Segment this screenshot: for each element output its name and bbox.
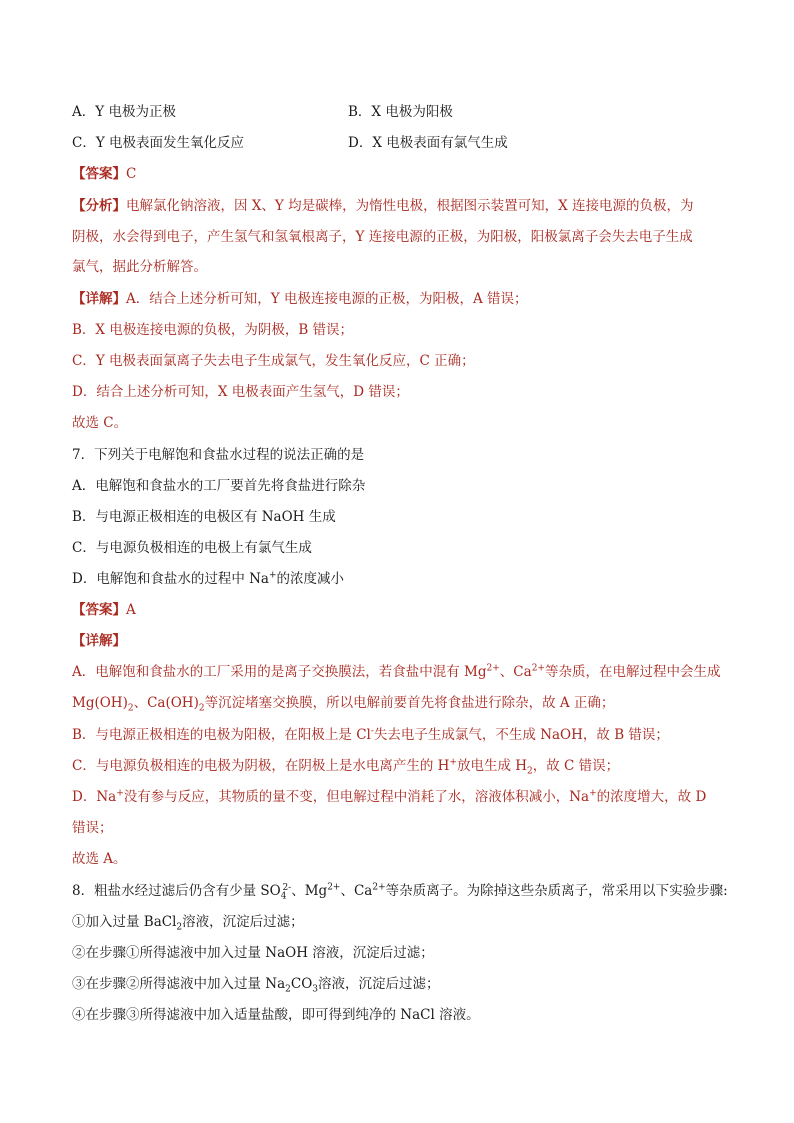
q6-option-c: C．Y 电极表面发生氧化反应 [72,135,245,151]
text: B．与电源正极相连的电极为阳极，在阳极上是 Cl [72,727,371,743]
q7-detail-c [72,756,619,776]
superscript: 2- [282,882,292,893]
text: ③在步骤②所得滤液中加入过量 Na [72,976,286,992]
analysis-tag: 【分析】 [72,198,126,214]
text: 放电生成 H [456,758,528,774]
superscript: 2+ [531,663,545,674]
answer-value: C [126,166,137,182]
q6-conclusion: 故选 C。 [72,415,128,431]
q8-step-3 [72,974,440,994]
superscript: 2+ [327,882,341,893]
q7-stem: 7．下列关于电解饱和食盐水过程的说法正确的是 [72,447,365,463]
q6-detail-d: D．结合上述分析可知，X 电极表面产生氢气，D 错误； [72,384,409,400]
q7-conclusion: 故选 A。 [72,851,127,867]
text: 、Ca [499,664,532,680]
subscript: 2 [176,922,183,933]
text: Mg(OH) [72,695,128,711]
text: 的浓度增大，故 D [596,789,707,805]
answer-tag: 【答案】 [72,602,126,618]
subscript: 2 [198,703,205,714]
subscript: 2 [285,984,291,995]
subscript: 3 [312,984,319,995]
q8-step-4: ④在步骤③所得滤液中加入适量盐酸，即可得到纯净的 NaCl 溶液。 [72,1007,480,1023]
q7-detail-d-line-2: 错误； [72,820,113,836]
q7-detail-tag [72,631,126,651]
q6-detail-c: C．Y 电极表面氯离子失去电子生成氯气，发生氧化反应，C 正确； [72,353,475,369]
text: 溶液，沉淀后过滤； [318,976,440,992]
text: 8．粗盐水经过滤后仍含有少量 SO [72,883,281,899]
text: C．与电源负极相连的电极为阴极，在阴极上是水电离产生的 H [72,758,450,774]
analysis-text: 电解氯化钠溶液，因 X、Y 均是碳棒，为惰性电极，根据图示装置可知，X 连接电源的负极，为 [126,198,694,214]
superscript: 2+ [486,663,500,674]
q7-detail-d-line-1 [72,787,706,807]
text: 、Mg [291,883,328,899]
superscript: 2+ [372,882,386,893]
q6-option-d: D．X 电极表面有氯气生成 [348,135,508,151]
text: 、Ca [340,883,373,899]
q7-option-d-text: D．电解饱和食盐水的过程中 Na [72,571,269,587]
q6-detail-a [72,289,528,309]
q8-step-2: ②在步骤①所得滤液中加入过量 NaOH 溶液，沉淀后过滤； [72,945,434,961]
q7-answer [72,600,136,620]
answer-tag: 【答案】 [72,166,126,182]
detail-tag: 【详解】 [72,633,126,649]
text: 等杂质，在电解过程中会生成 [544,664,721,680]
text: CO [290,976,313,992]
superscript: + [589,788,597,799]
text: 没有参与反应，其物质的量不变，但电解过程中消耗了水，溶液体积减小，Na [123,789,590,805]
q7-detail-a-line-2 [72,693,614,713]
superscript: + [268,570,277,581]
q8-step-1 [72,912,304,932]
superscript: - [370,726,374,737]
q7-detail-b [72,725,669,745]
subscript: 4 [280,891,287,902]
q7-option-b: B．与电源正极相连的电极区有 NaOH 生成 [72,509,336,525]
detail-text: A．结合上述分析可知，Y 电极连接电源的正极，为阳极，A 错误； [126,291,528,307]
q6-option-b: B．X 电极为阳极 [348,104,453,120]
q6-answer [72,164,136,184]
text: ①加入过量 BaCl [72,914,177,930]
q7-option-c: C．与电源负极相连的电极上有氯气生成 [72,540,312,556]
q6-detail-b: B．X 电极连接电源的负极，为阴极，B 错误； [72,322,354,338]
text: ，故 C 错误； [532,758,620,774]
text: A．电解饱和食盐水的工厂采用的是离子交换膜法，若食盐中混有 Mg [72,664,487,680]
q8-stem [72,881,728,901]
subscript: 2 [527,766,533,777]
q7-detail-a-line-1 [72,662,720,682]
text: 失去电子生成氯气，不生成 NaOH，故 B 错误； [373,727,669,743]
text: 等沉淀堵塞交换膜，所以电解前要首先将食盐进行除杂，故 A 正确； [204,695,615,711]
q6-analysis-line-2: 阴极，水会得到电子，产生氢气和氢氧根离子，Y 连接电源的正极，为阳极，阳极氯离子会失去电子生成 [72,229,693,245]
text: 溶液，沉淀后过滤； [182,914,304,930]
q6-analysis-line-1 [72,196,694,216]
q6-option-a: A．Y 电极为正极 [72,104,176,120]
q7-option-d-text-2: 的浓度减小 [276,571,345,587]
text: D．Na [72,789,117,805]
q6-analysis-line-3: 氯气，据此分析解答。 [72,259,207,275]
detail-tag: 【详解】 [72,291,126,307]
superscript: + [116,788,124,799]
superscript: + [449,757,457,768]
answer-value: A [126,602,136,618]
q7-option-d [72,569,344,589]
subscript: 2 [127,703,134,714]
text: 、Ca(OH) [133,695,199,711]
text: 等杂质离子。为除掉这些杂质离子，常采用以下实验步骤: [385,883,728,899]
q7-option-a: A．电解饱和食盐水的工厂要首先将食盐进行除杂 [72,478,366,494]
